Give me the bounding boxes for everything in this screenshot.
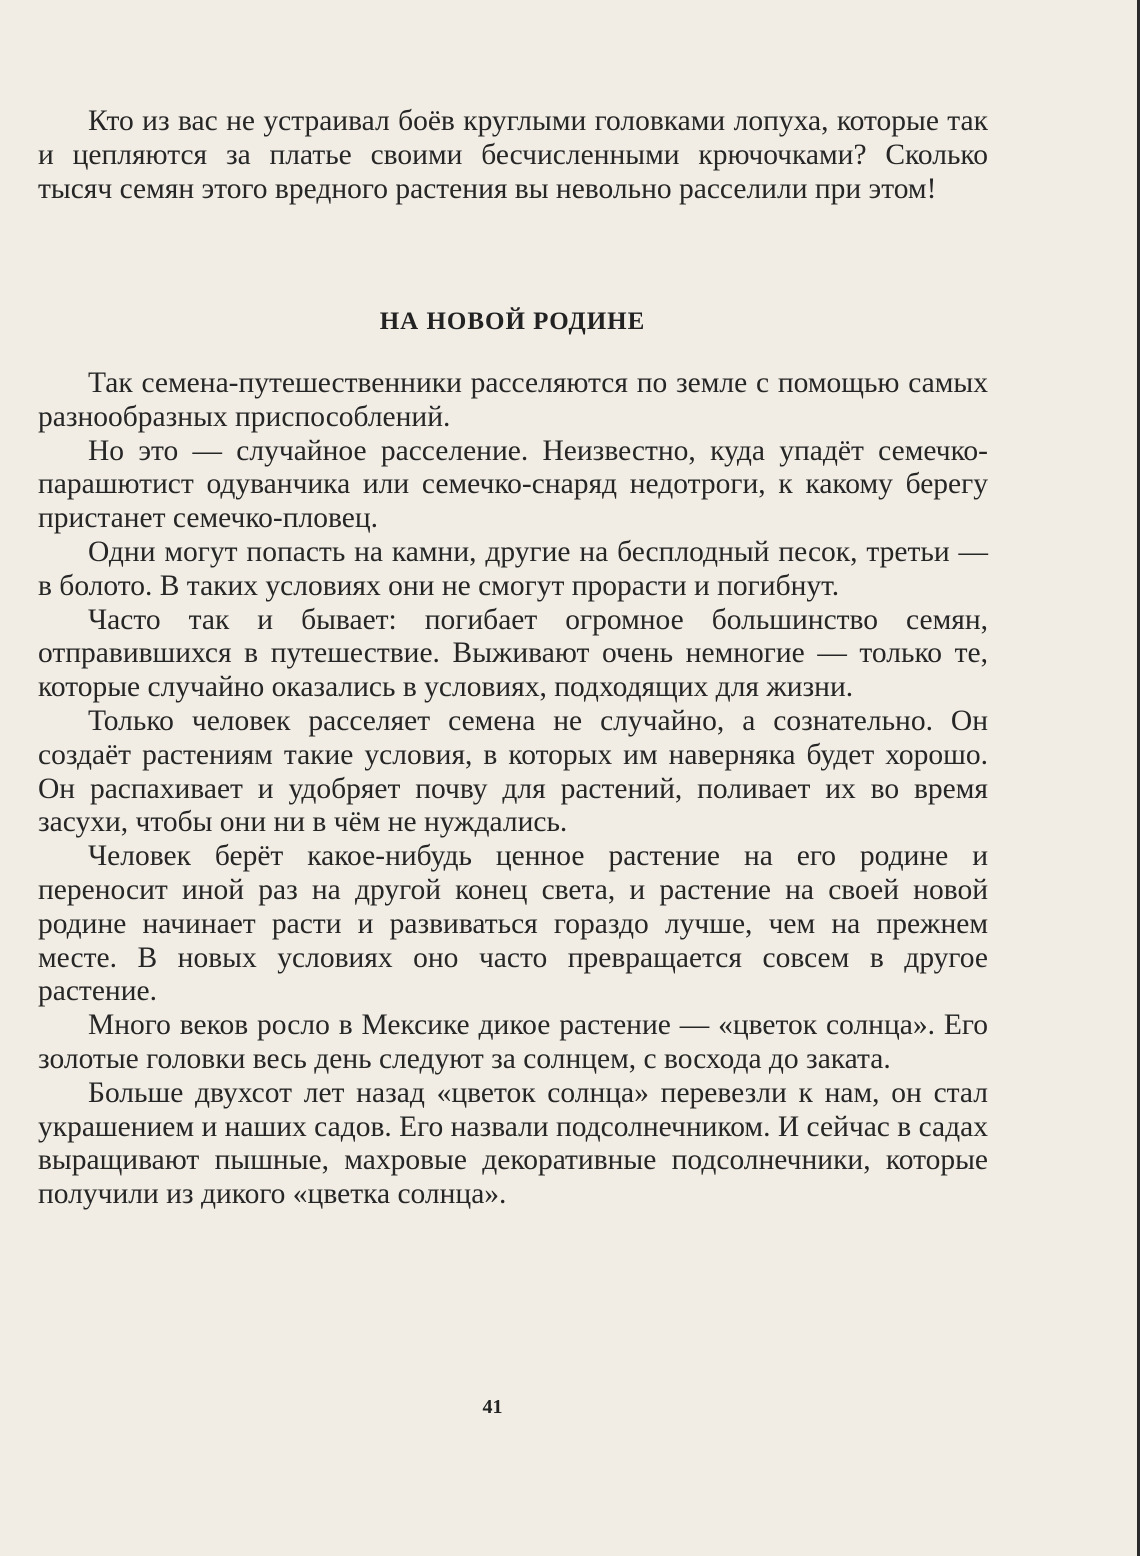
section-body xyxy=(38,367,988,1212)
intro-text xyxy=(38,105,988,206)
paragraph-2: Но это — случайное расселение. Неизвестно, куда упадёт семечко-парашютист одуванчика или семечко-снаряд недотроги, к какому берегу пристанет семечко-пловец. xyxy=(38,434,988,535)
paragraph-3: Одни могут попасть на камни, другие на бесплодный песок, третьи — в болото. В таких условиях они не смогут прорасти и погибнут. xyxy=(38,535,988,602)
intro-paragraph: Кто из вас не устраивал боёв круглыми головками лопуха, которые так и цепляются за платье своими бесчисленными крючочками? Сколько тысяч семян этого вредного растения вы невольно расселили при этом! xyxy=(38,105,988,205)
paragraph-1: Так семена-путешественники расселяются по земле с помощью самых разнообразных приспособлений. xyxy=(38,367,988,433)
paragraph-5: Только человек расселяет семена не случайно, а сознательно. Он создаёт растениям такие условия, в которых им наверняка будет хорошо. Он распахивает и удобряет почву для растений, поливает их во время засухи, чтобы они ни в чём не нуждались. xyxy=(38,704,988,839)
page-number: 41 xyxy=(482,1396,503,1418)
section-heading: НА НОВОЙ РОДИНЕ xyxy=(379,308,646,335)
paragraph-8: Больше двухсот лет назад «цветок солнца» перевезли к нам, он стал украшением и наших садов. Его назвали подсолнечником. И сейчас в садах выращивают пышные, махровые декоративные подсолнечники, которые получили из дикого «цветка солнца». xyxy=(38,1076,988,1211)
paragraph-6: Человек берёт какое-нибудь ценное растение на его родине и переносит иной раз на другой конец света, и растение на своей новой родине начинает расти и развиваться гораздо лучше, чем на прежнем месте. В новых условиях оно часто превращается совсем в другое растение. xyxy=(38,840,988,1008)
paragraph-4: Часто так и бывает: погибает огромное большинство семян, отправившихся в путешествие. Выживают очень немногие — только те, которые случайно оказались в условиях, подходящих для жизни. xyxy=(38,603,988,704)
paragraph-7: Много веков росло в Мексике дикое растение — «цветок солнца». Его золотые головки весь день следуют за солнцем, с восхода до заката. xyxy=(38,1009,988,1075)
